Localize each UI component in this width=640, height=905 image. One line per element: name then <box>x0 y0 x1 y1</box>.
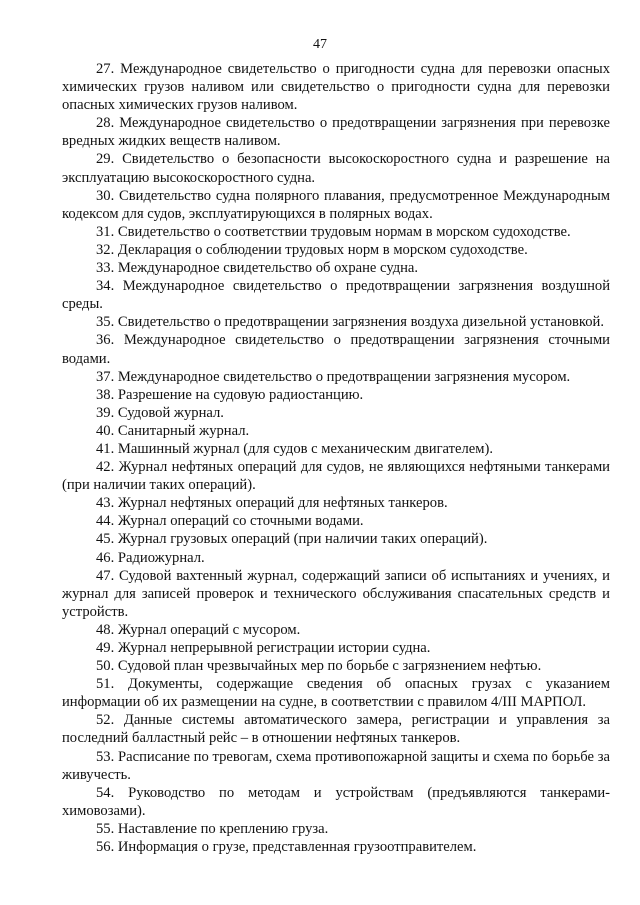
list-item: 40. Санитарный журнал. <box>96 422 250 439</box>
list-item: 36. Международное свидетельство о предотвращении загрязнения сточными водами. <box>62 332 610 367</box>
list-item: 50. Судовой план чрезвычайных мер по борьбе с загрязнением нефтью. <box>96 658 542 675</box>
list-item: 41. Машинный журнал (для судов с механическим двигателем). <box>96 440 494 457</box>
list-item: 27. Международное свидетельство о пригодности судна для перевозки опасных химических грузов наливом или свидетельство о пригодности судна для перевозки опасных химических грузов наливом. <box>62 61 610 114</box>
list-item: 53. Расписание по тревогам, схема противопожарной защиты и схема по борьбе за живучесть. <box>62 748 610 783</box>
list-item: 39. Судовой журнал. <box>96 404 224 421</box>
page-number: 47 <box>313 37 327 52</box>
list-item: 45. Журнал грузовых операций (при наличии таких операций). <box>96 531 488 548</box>
list-item: 33. Международное свидетельство об охране судна. <box>96 260 419 277</box>
list-item: 49. Журнал непрерывной регистрации истории судна. <box>96 640 431 656</box>
list-item: 34. Международное свидетельство о предотвращении загрязнения воздушной среды. <box>62 278 610 313</box>
list-item: 55. Наставление по креплению груза. <box>96 820 329 837</box>
list-item: 35. Свидетельство о предотвращении загрязнения воздуха дизельной установкой. <box>96 314 605 331</box>
list-item: 47. Судовой вахтенный журнал, содержащий записи об испытаниях и учениях, и журнал для записей проверок и технического обслуживания спасательных средств и устройств. <box>62 567 610 620</box>
list-item: 56. Информация о грузе, представленная грузоотправителем. <box>96 839 477 856</box>
list-item: 48. Журнал операций с мусором. <box>96 621 301 638</box>
list-item: 31. Свидетельство о соответствии трудовым нормам в морском судоходстве. <box>96 223 571 240</box>
list-item: 43. Журнал нефтяных операций для нефтяных танкеров. <box>96 495 448 512</box>
list-item: 54. Руководство по методам и устройствам (предъявляются танкерами-химовозами). <box>62 784 610 819</box>
document-body <box>62 60 610 856</box>
list-item: 52. Данные системы автоматического замера, регистрации и управления за последний балластный рейс – в отношении нефтяных танкеров. <box>62 712 610 747</box>
list-item: 38. Разрешение на судовую радиостанцию. <box>96 386 364 403</box>
list-item: 37. Международное свидетельство о предотвращении загрязнения мусором. <box>96 368 571 385</box>
list-item: 29. Свидетельство о безопасности высокоскоростного судна и разрешение на эксплуатацию высокоскоростного судна. <box>62 151 610 186</box>
list-item: 42. Журнал нефтяных операций для судов, не являющихся нефтяными танкерами (при наличии таких операций). <box>62 459 610 494</box>
list-item: 51. Документы, содержащие сведения об опасных грузах с указанием информации об их размещении на судне, в соответствии с правилом 4/III МАРПОЛ. <box>62 676 610 711</box>
list-item: 30. Свидетельство судна полярного плавания, предусмотренное Международным кодексом для судов, эксплуатирующихся в полярных водах. <box>62 187 610 222</box>
list-item: 28. Международное свидетельство о предотвращении загрязнения при перевозке вредных жидких веществ наливом. <box>62 115 610 150</box>
list-item: 44. Журнал операций со сточными водами. <box>96 513 364 530</box>
list-item: 32. Декларация о соблюдении трудовых норм в морском судоходстве. <box>96 241 528 258</box>
list-item: 46. Радиожурнал. <box>96 549 205 566</box>
